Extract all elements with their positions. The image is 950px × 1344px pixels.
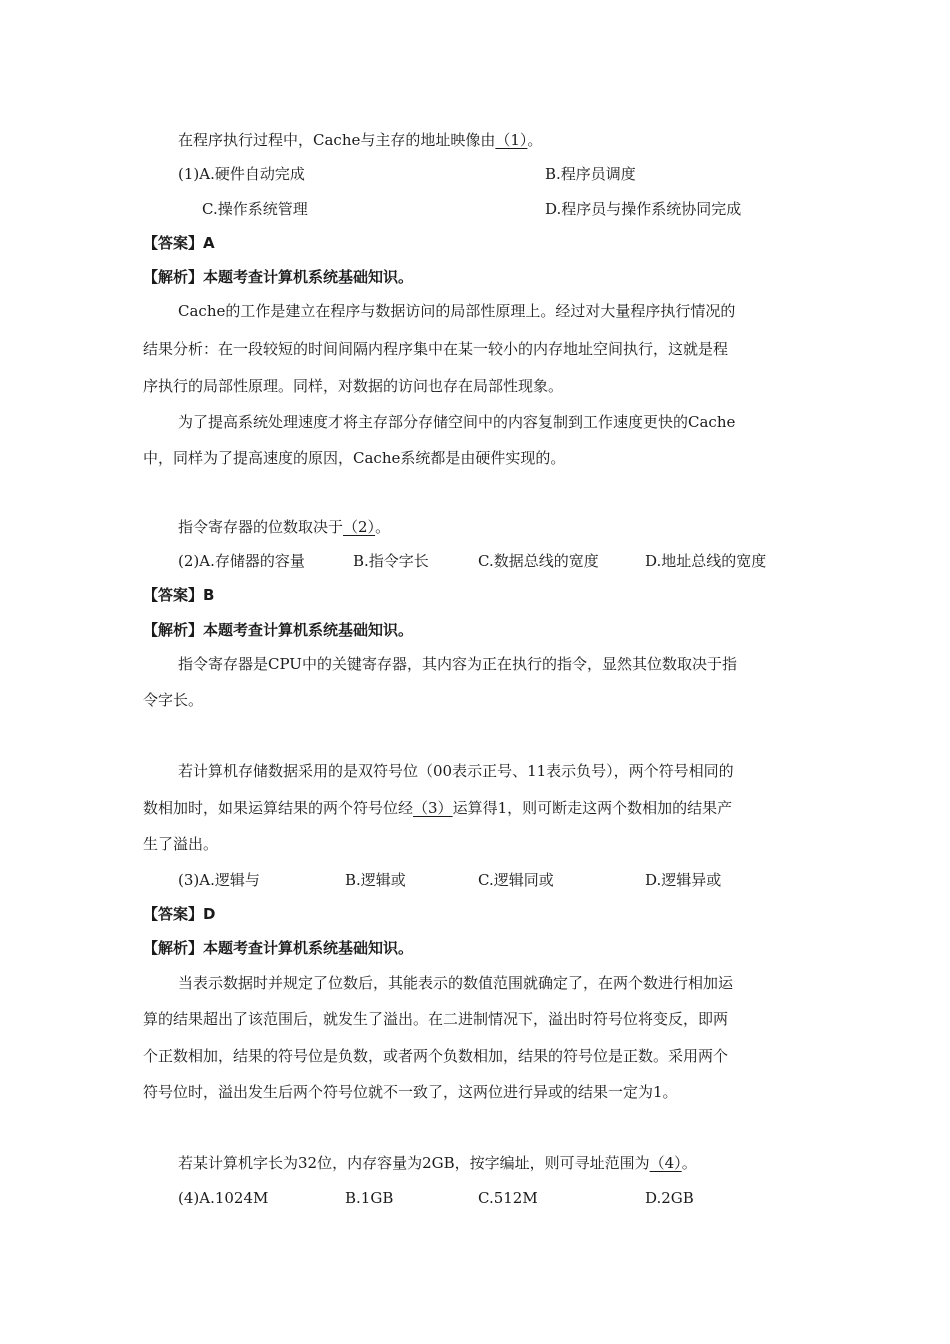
q1-analysis-line: 序执行的局部性原理。同样，对数据的访问也存在局部性现象。 xyxy=(143,377,564,395)
q2-answer: 【答案】B xyxy=(143,586,215,604)
q4-option-a: (4)A.1024M xyxy=(178,1189,269,1207)
q1-blank: （1） xyxy=(495,131,528,149)
q3-analysis-line: 符号位时，溢出发生后两个符号位就不一致了，这两位进行异或的结果一定为1。 xyxy=(143,1083,678,1101)
q3-analysis-heading: 【解析】本题考查计算机系统基础知识。 xyxy=(143,939,414,957)
q3-analysis-line: 当表示数据时并规定了位数后，其能表示的数值范围就确定了，在两个数进行相加运 xyxy=(178,974,734,992)
q1-stem: 在程序执行过程中，Cache与主存的地址映像由（1）。 xyxy=(178,131,543,149)
q4-option-c: C.512M xyxy=(478,1189,538,1207)
q3-analysis-line: 个正数相加，结果的符号位是负数，或者两个负数相加，结果的符号位是正数。采用两个 xyxy=(143,1047,729,1065)
q3-answer: 【答案】D xyxy=(143,905,216,923)
q1-analysis-line: 中，同样为了提高速度的原因，Cache系统都是由硬件实现的。 xyxy=(143,449,566,467)
q2-analysis-heading: 【解析】本题考查计算机系统基础知识。 xyxy=(143,621,414,639)
q3-option-d: D.逻辑异或 xyxy=(645,871,722,889)
q2-analysis-line: 指令寄存器是CPU中的关键寄存器，其内容为正在执行的指令，显然其位数取决于指 xyxy=(178,655,737,673)
q2-option-c: C.数据总线的宽度 xyxy=(478,552,599,570)
q4-option-b: B.1GB xyxy=(345,1189,394,1207)
q3-stem-line: 生了溢出。 xyxy=(143,835,219,853)
q1-analysis-heading: 【解析】本题考查计算机系统基础知识。 xyxy=(143,268,414,286)
q3-stem-line: 若计算机存储数据采用的是双符号位（00表示正号、11表示负号），两个符号相同的 xyxy=(178,762,734,780)
q3-option-a: (3)A.逻辑与 xyxy=(178,871,260,889)
q1-option-b: B.程序员调度 xyxy=(545,165,636,183)
q1-analysis-line: Cache的工作是建立在程序与数据访问的局部性原理上。经过对大量程序执行情况的 xyxy=(178,302,736,320)
q2-option-b: B.指令字长 xyxy=(353,552,429,570)
q1-analysis-line: 结果分析：在一段较短的时间间隔内程序集中在某一较小的内存地址空间执行，这就是程 xyxy=(143,340,729,358)
q1-analysis-line: 为了提高系统处理速度才将主存部分存储空间中的内容复制到工作速度更快的Cache xyxy=(178,413,736,431)
q3-option-b: B.逻辑或 xyxy=(345,871,406,889)
q2-option-a: (2)A.存储器的容量 xyxy=(178,552,305,570)
q1-option-a: (1)A.硬件自动完成 xyxy=(178,165,305,183)
q4-stem: 若某计算机字长为32位，内存容量为2GB，按字编址，则可寻址范围为（4）。 xyxy=(178,1154,697,1172)
q1-option-c: C.操作系统管理 xyxy=(202,200,308,218)
q2-option-d: D.地址总线的宽度 xyxy=(645,552,767,570)
q2-analysis-line: 令字长。 xyxy=(143,691,204,709)
q4-blank: （4） xyxy=(649,1154,682,1172)
q4-option-d: D.2GB xyxy=(645,1189,694,1207)
q3-option-c: C.逻辑同或 xyxy=(478,871,554,889)
q1-option-d: D.程序员与操作系统协同完成 xyxy=(545,200,742,218)
q3-stem-line: 数相加时，如果运算结果的两个符号位经（3）运算得1，则可断走这两个数相加的结果产 xyxy=(143,799,733,817)
q2-blank: （2） xyxy=(343,518,376,536)
q3-blank: （3） xyxy=(413,799,453,817)
q1-answer: 【答案】A xyxy=(143,234,215,252)
q3-analysis-line: 算的结果超出了该范围后，就发生了溢出。在二进制情况下，溢出时符号位将变反，即两 xyxy=(143,1010,729,1028)
q2-stem: 指令寄存器的位数取决于（2）。 xyxy=(178,518,391,536)
